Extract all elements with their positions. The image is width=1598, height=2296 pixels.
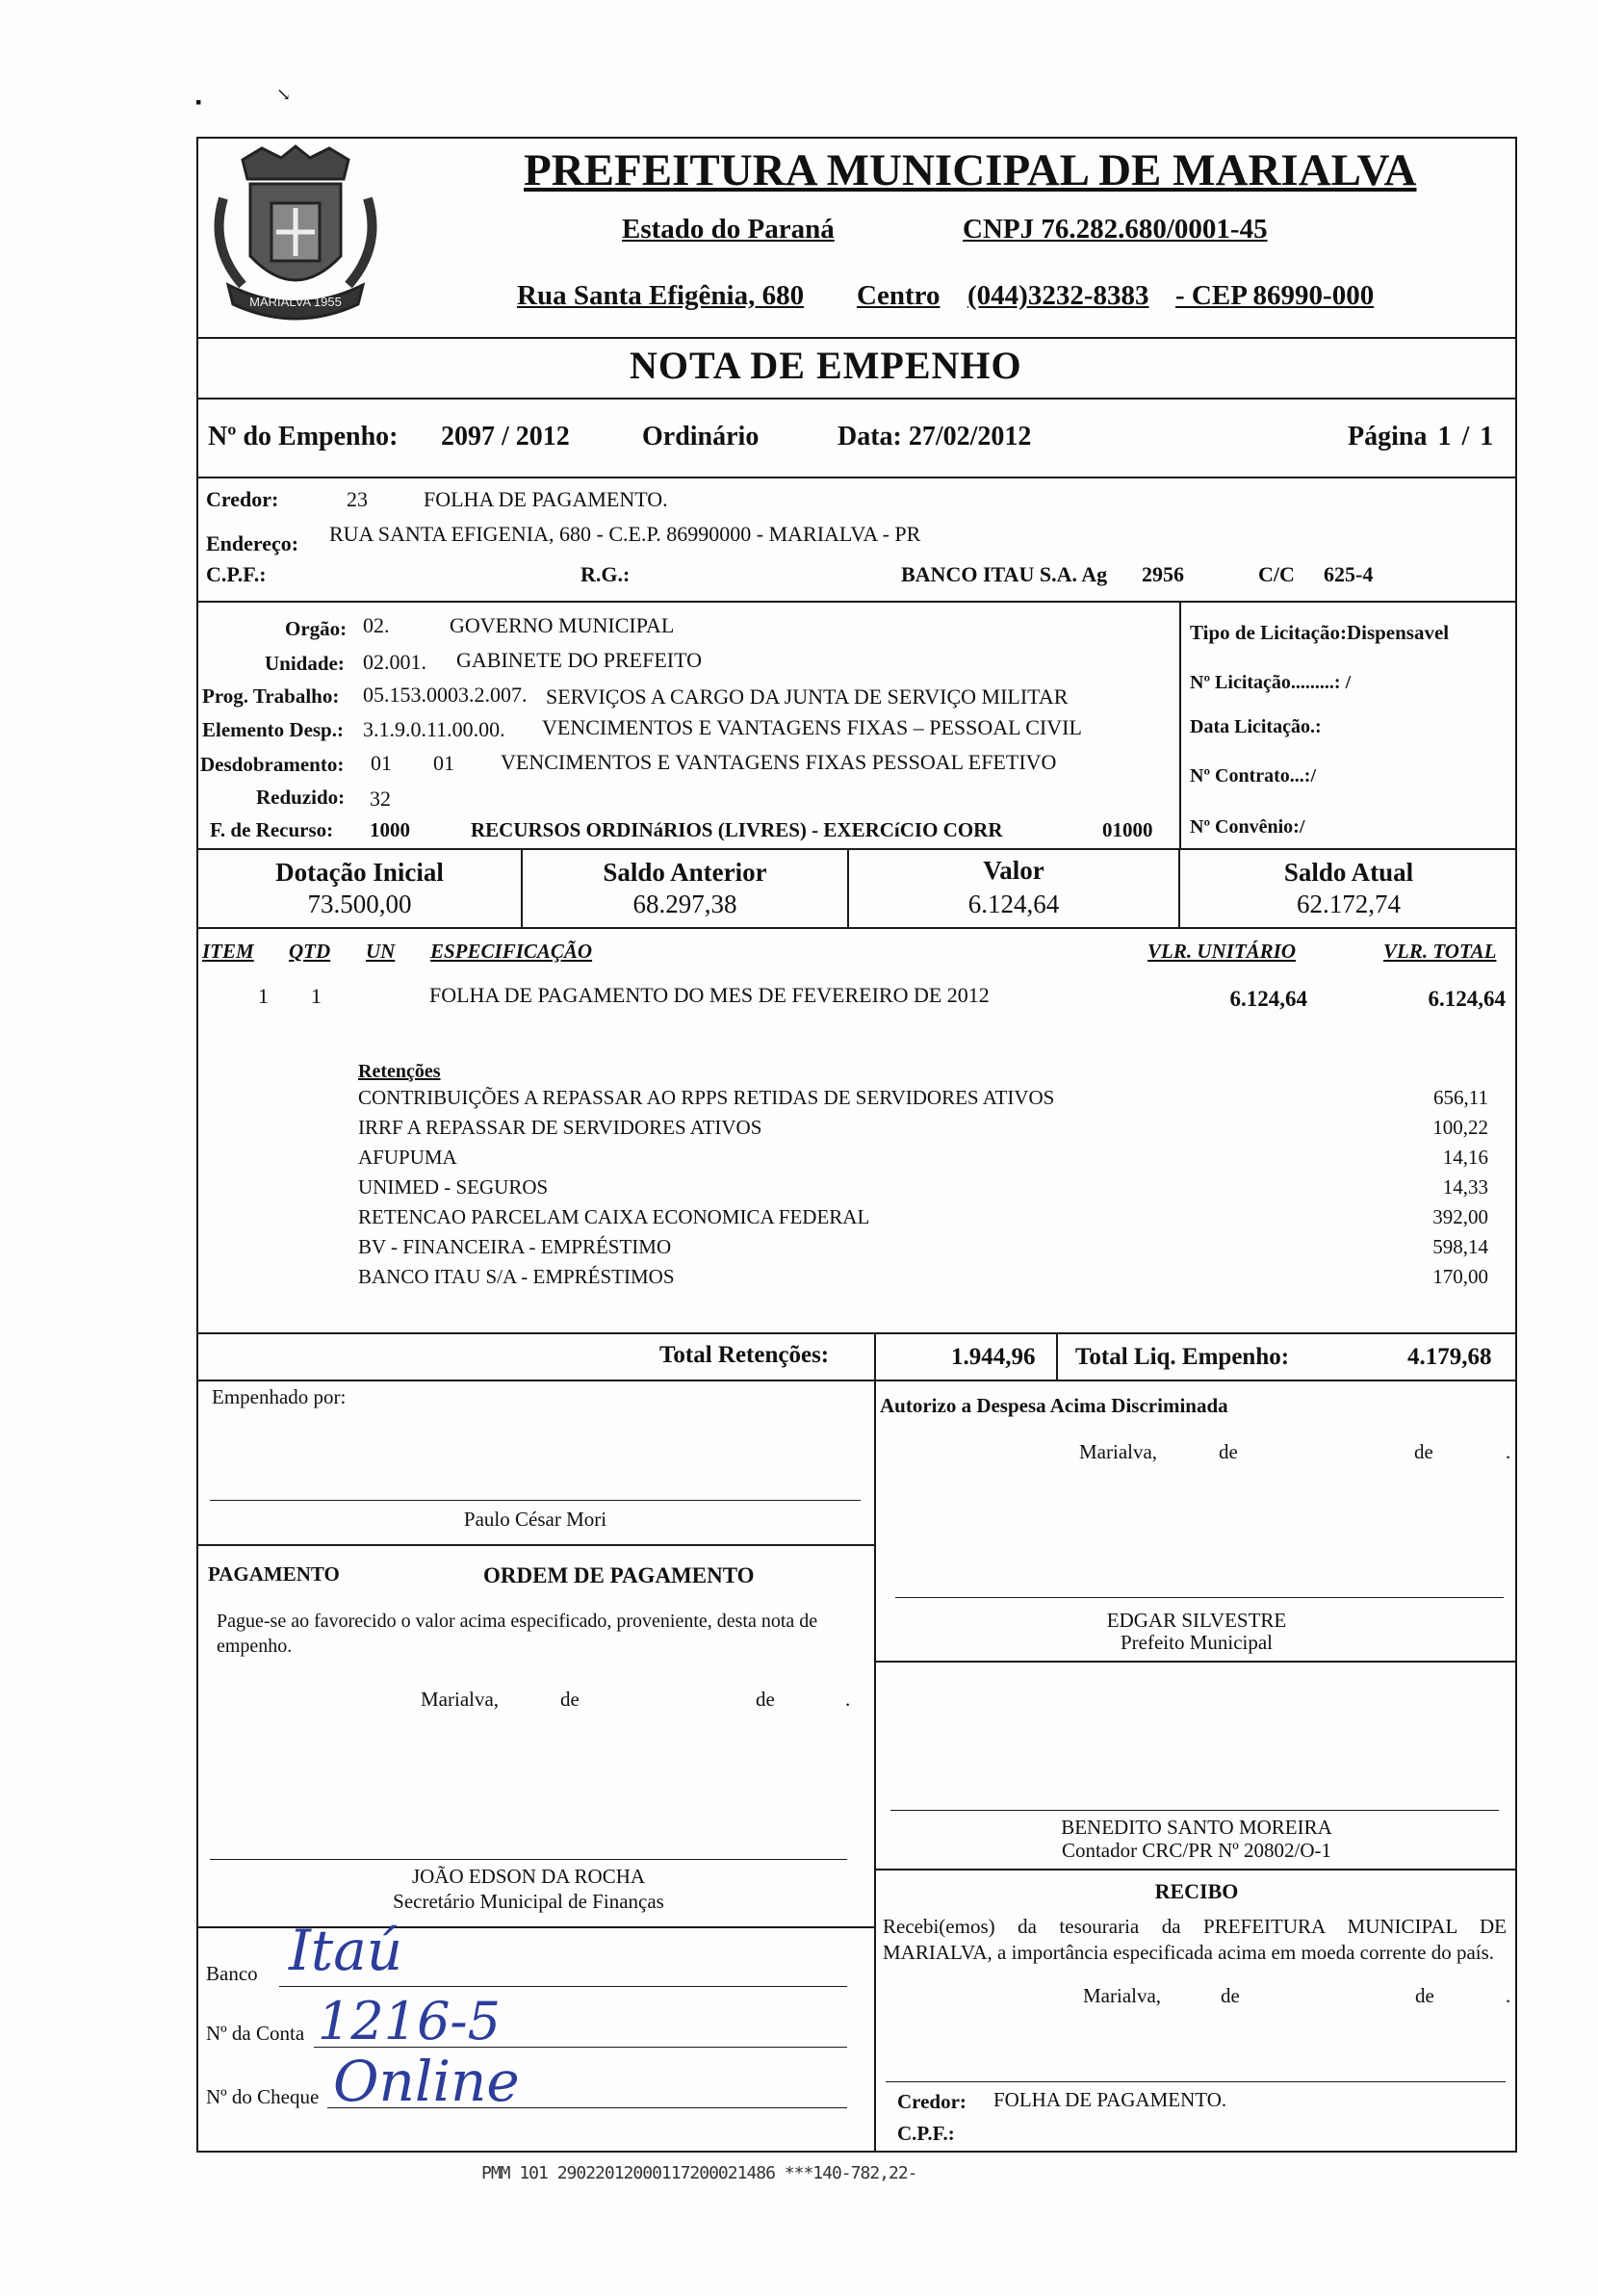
prefeito-name: EDGAR SILVESTRE [1106, 1609, 1287, 1632]
signature-line [895, 1597, 1504, 1598]
saldo-anterior-label: Saldo Anterior [603, 858, 767, 887]
city-seal [204, 141, 387, 333]
header-cep: - CEP 86990-000 [1175, 280, 1375, 311]
divider [196, 1332, 1517, 1334]
numero-contrato: Nº Contrato...:/ [1190, 765, 1317, 787]
autorizo-de2: de [1414, 1440, 1433, 1463]
col-header-vlr-unitario: VLR. UNITÁRIO [1147, 940, 1297, 963]
valor-value: 6.124,64 [967, 890, 1060, 918]
tipo-licitacao: Tipo de Licitação:Dispensavel [1190, 621, 1450, 644]
elemento-code: 3.1.9.0.11.00.00. [363, 717, 505, 741]
retencao-desc: BANCO ITAU S/A - EMPRÉSTIMOS [358, 1265, 675, 1288]
autorizo-de1: de [1219, 1440, 1238, 1463]
pagamento-city: Marialva, [421, 1688, 500, 1711]
recibo-de2: de [1415, 1984, 1434, 2007]
empenho-type: Ordinário [642, 422, 760, 451]
retencao-value: 14,16 [1442, 1146, 1488, 1169]
page-title: PREFEITURA MUNICIPAL DE MARIALVA [524, 145, 1417, 195]
divider [1056, 1332, 1058, 1380]
retencao-desc: BV - FINANCEIRA - EMPRÉSTIMO [358, 1235, 672, 1258]
signature-line [210, 1500, 861, 1501]
header-cnpj: CNPJ 76.282.680/0001-45 [963, 214, 1268, 245]
item-qtd: 1 [311, 984, 322, 1008]
pagamento-de1: de [560, 1688, 580, 1711]
total-liq-value: 4.179,68 [1407, 1344, 1492, 1370]
elemento-name: VENCIMENTOS E VANTAGENS FIXAS – PESSOAL CIVIL [542, 715, 1082, 739]
prog-name: SERVIÇOS A CARGO DA JUNTA DE SERVIÇO MILITAR [546, 684, 1069, 709]
credor-code: 23 [347, 487, 368, 511]
item-especificacao: FOLHA DE PAGAMENTO DO MES DE FEVEREIRO DE 2012 [429, 983, 990, 1007]
autorizo-label: Autorizo a Despesa Acima Discriminada [880, 1394, 1228, 1417]
retencao-value: 170,00 [1432, 1265, 1488, 1288]
item-number: 1 [258, 984, 269, 1008]
data-licitacao: Data Licitação.: [1190, 716, 1322, 737]
divider [874, 1869, 1517, 1870]
orgao-code: 02. [363, 613, 390, 637]
signature-line [886, 2081, 1506, 2082]
total-retencoes-value: 1.944,96 [951, 1344, 1036, 1370]
numero-licitacao: Nº Licitação.........: / [1190, 672, 1352, 693]
col-header-especificacao: ESPECIFICAÇÃO [430, 940, 593, 963]
recibo-title: RECIBO [1154, 1879, 1239, 1903]
col-header-vlr-total: VLR. TOTAL [1383, 940, 1497, 963]
dotacao-label: Dotação Inicial [275, 858, 444, 887]
processing-stamp: PMM 101 29022012000117200021486 ***140-782,22- [481, 2163, 917, 2183]
header-bairro: Centro [857, 280, 941, 311]
col-header-un: UN [366, 940, 396, 963]
conta-label: Nº da Conta [206, 2022, 305, 2045]
banco-agencia: 2956 [1142, 562, 1184, 586]
saldo-atual-value: 62.172,74 [1297, 890, 1401, 918]
item-vlr-total: 6.124,64 [1428, 987, 1506, 1011]
retencao-desc: IRRF A REPASSAR DE SERVIDORES ATIVOS [358, 1116, 762, 1139]
recibo-dot: . [1506, 1984, 1511, 2007]
reduzido-code: 32 [370, 787, 391, 811]
recibo-text: Recebi(emos) da tesouraria da PREFEITURA MUNICIPAL DE MARIALVA, a importância especificada acima em moeda corrente do país. [883, 1915, 1507, 1964]
item-vlr-unitario: 6.124,64 [1229, 987, 1307, 1011]
cheque-label: Nº do Cheque [206, 2085, 320, 2108]
desdobramento-name: VENCIMENTOS E VANTAGENS FIXAS PESSOAL EFETIVO [501, 750, 1057, 774]
divider [196, 601, 1517, 603]
secretario-title: Secretário Municipal de Finanças [393, 1890, 664, 1913]
recibo-credor-label: Credor: [897, 2090, 967, 2113]
pagamento-de2: de [756, 1688, 775, 1711]
empenho-number-label: Nº do Empenho: [208, 422, 399, 451]
contador-name: BENEDITO SANTO MOREIRA [1061, 1816, 1332, 1839]
banco-label: Banco [206, 1962, 258, 1985]
scan-mark: ▪ [195, 92, 202, 112]
pagamento-label: PAGAMENTO [208, 1562, 340, 1586]
elemento-label: Elemento Desp.: [202, 718, 344, 741]
divider [1179, 601, 1181, 849]
numero-convenio: Nº Convênio:/ [1190, 816, 1305, 838]
autorizo-dot: . [1506, 1440, 1511, 1463]
banco-name: BANCO ITAU S.A. Ag [901, 562, 1108, 586]
recibo-credor-name: FOLHA DE PAGAMENTO. [993, 2088, 1227, 2111]
orgao-name: GOVERNO MUNICIPAL [450, 613, 675, 637]
fonte-label: F. de Recurso: [210, 818, 334, 841]
ordem-pagamento-label: ORDEM DE PAGAMENTO [483, 1563, 755, 1587]
unidade-label: Unidade: [265, 652, 345, 675]
divider [874, 1380, 876, 2153]
retencao-desc: CONTRIBUIÇÕES A REPASSAR AO RPPS RETIDAS DE SERVIDORES ATIVOS [358, 1086, 1055, 1109]
empenhado-name: Paulo César Mori [463, 1508, 607, 1531]
orgao-label: Orgão: [285, 617, 348, 640]
prog-code: 05.153.0003.2.007. [363, 683, 528, 707]
saldo-anterior-value: 68.297,38 [632, 890, 737, 918]
col-header-qtd: QTD [289, 940, 331, 963]
reduzido-label: Reduzido: [256, 786, 346, 809]
doc-title: NOTA DE EMPENHO [630, 344, 1022, 387]
divider [196, 398, 1517, 400]
retencao-desc: AFUPUMA [358, 1146, 457, 1169]
recibo-cpf-label: C.P.F.: [897, 2122, 955, 2145]
pagamento-dot: . [845, 1688, 851, 1711]
divider [196, 477, 1517, 478]
credor-endereco: RUA SANTA EFIGENIA, 680 - C.E.P. 86990000 - MARIALVA - PR [329, 522, 921, 546]
retencao-value: 392,00 [1432, 1205, 1488, 1228]
fonte-code2: 01000 [1102, 818, 1153, 841]
signature-line [890, 1810, 1499, 1811]
total-retencoes-label: Total Retenções: [659, 1342, 830, 1368]
endereco-label: Endereço: [206, 531, 299, 555]
divider [874, 1332, 876, 1380]
unidade-name: GABINETE DO PREFEITO [456, 648, 703, 672]
prefeito-title: Prefeito Municipal [1120, 1631, 1274, 1654]
rg-label: R.G.: [580, 562, 631, 586]
divider [196, 1380, 1517, 1381]
cheque-handwritten: Online [333, 2049, 520, 2114]
cc-label: C/C [1258, 562, 1295, 586]
header-state: Estado do Paraná [622, 214, 835, 245]
contador-title: Contador CRC/PR Nº 20802/O-1 [1061, 1839, 1332, 1862]
secretario-name: JOÃO EDSON DA ROCHA [411, 1865, 646, 1888]
col-header-item: ITEM [202, 940, 254, 963]
prog-label: Prog. Trabalho: [202, 684, 340, 708]
desdobramento-code2: 01 [433, 751, 454, 775]
conta-handwritten: 1216-5 [318, 1991, 502, 2051]
divider [874, 1661, 1517, 1663]
retencoes-title: Retenções [358, 1061, 441, 1082]
credor-name: FOLHA DE PAGAMENTO. [424, 487, 668, 511]
pagamento-text: Pague-se ao favorecido o valor acima especificado, proveniente, desta nota de empenho. [217, 1611, 818, 1657]
divider [196, 927, 1517, 929]
page-number: Página 1 / 1 [1348, 422, 1494, 451]
fonte-code: 1000 [370, 818, 410, 841]
divider [196, 337, 1517, 339]
credor-label: Credor: [206, 487, 279, 511]
retencao-value: 100,22 [1432, 1116, 1488, 1139]
header-phone: (044)3232-8383 [967, 280, 1149, 311]
fonte-name: RECURSOS ORDINáRIOS (LIVRES) - EXERCíCIO CORR [471, 818, 1003, 841]
dotacao-value: 73.500,00 [307, 890, 412, 918]
valor-label: Valor [983, 856, 1044, 885]
header-address: Rua Santa Efigênia, 680 [517, 280, 805, 311]
field-line [279, 1986, 847, 1987]
retencao-desc: RETENCAO PARCELAM CAIXA ECONOMICA FEDERAL [358, 1205, 870, 1228]
retencao-value: 656,11 [1433, 1086, 1488, 1109]
total-liq-label: Total Liq. Empenho: [1075, 1344, 1290, 1370]
unidade-code: 02.001. [363, 650, 426, 674]
signature-line [210, 1859, 847, 1860]
banco-handwritten: Itaú [289, 1918, 403, 1983]
recibo-city: Marialva, [1083, 1984, 1162, 2007]
desdobramento-label: Desdobramento: [200, 753, 345, 776]
desdobramento-code1: 01 [371, 751, 392, 775]
divider [196, 1544, 874, 1546]
saldo-atual-label: Saldo Atual [1283, 858, 1414, 887]
divider [196, 848, 1517, 850]
empenho-number: 2097 / 2012 [441, 422, 570, 451]
scan-mark: ↘ [276, 85, 292, 104]
autorizo-city: Marialva, [1079, 1440, 1158, 1463]
cc-number: 625-4 [1324, 562, 1374, 586]
cpf-label: C.P.F.: [206, 562, 267, 586]
empenho-date: Data: 27/02/2012 [838, 422, 1032, 451]
retencao-value: 598,14 [1432, 1235, 1488, 1258]
seal-text: MARIALVA 1955 [249, 295, 342, 309]
retencao-value: 14,33 [1442, 1175, 1488, 1199]
recibo-de1: de [1221, 1984, 1240, 2007]
retencao-desc: UNIMED - SEGUROS [358, 1175, 549, 1199]
empenhado-label: Empenhado por: [212, 1385, 347, 1408]
